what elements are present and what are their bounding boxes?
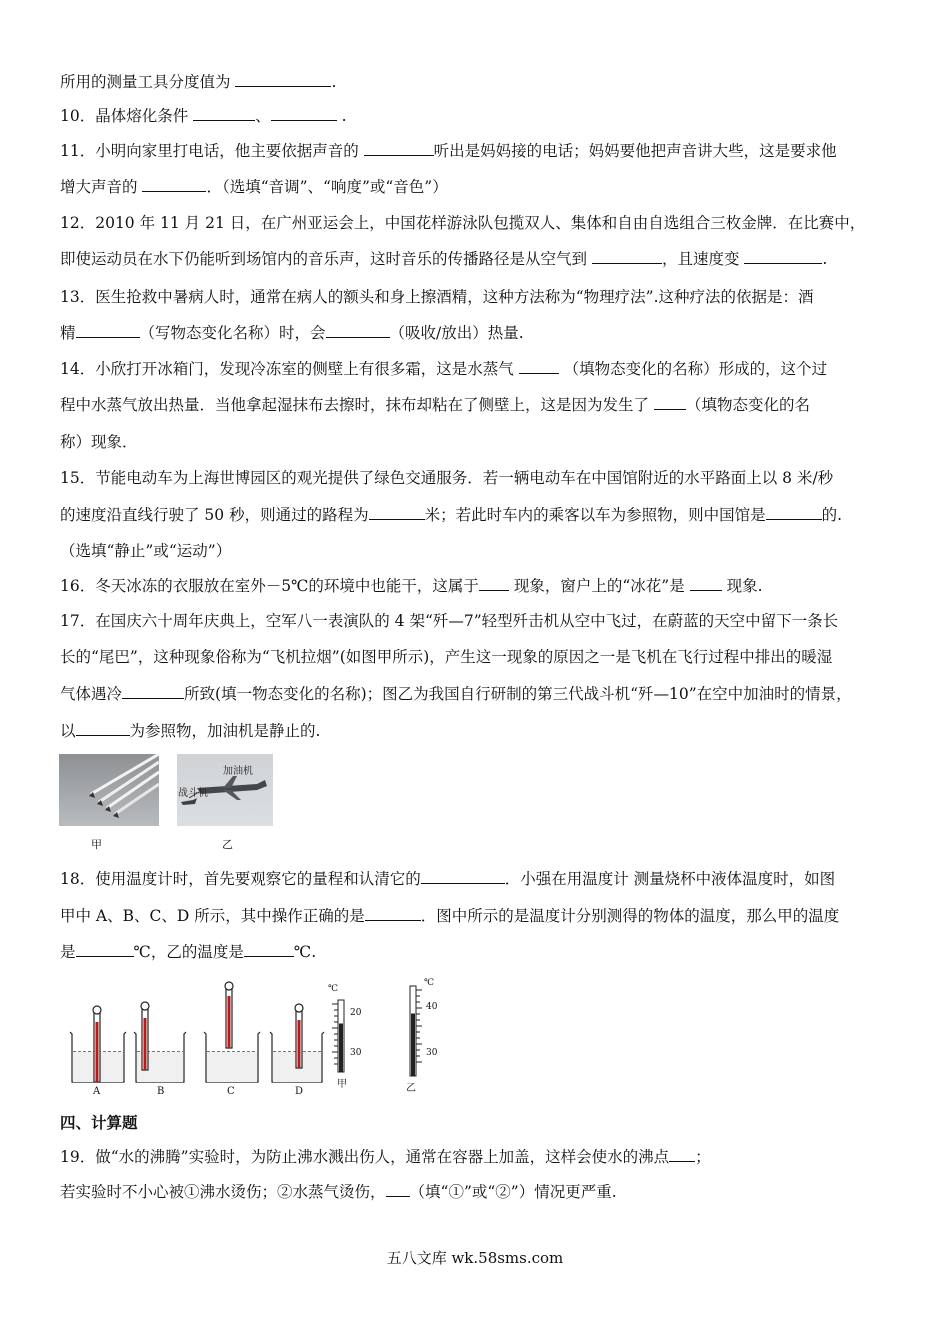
answer-blank[interactable] (479, 576, 509, 591)
beaker-c (204, 982, 260, 1082)
figure-caption-yi: 乙 (222, 838, 233, 851)
answer-blank[interactable] (76, 323, 140, 338)
answer-blank[interactable] (235, 72, 331, 87)
jia-label: 甲 (337, 1079, 347, 1090)
answer-blank[interactable] (364, 141, 434, 156)
line-q17-d: 以 为参照物，加油机是静止的. (60, 722, 321, 740)
aerial-refueling-photo (177, 754, 273, 826)
yi-unit: ℃ (424, 978, 435, 988)
line-q14-c: 称）现象． (60, 433, 138, 451)
thermometer-figure (60, 978, 460, 1098)
jet-label: 战斗机 (178, 788, 208, 799)
line-q9-tail: 所用的测量工具分度值为 . (60, 73, 337, 91)
beaker-label-b: B (157, 1086, 165, 1097)
line-q18-a: 18．使用温度计时，首先要观察它的量程和认清它的 ．小强在用温度计 测量烧杯中液体温度时，如图 (60, 870, 836, 888)
jet-formation-photo (59, 754, 159, 826)
answer-blank[interactable] (592, 249, 662, 264)
line-q14-b: 程中水蒸气放出热量．当他拿起湿抹布去擦时，抹布却粘在了侧壁上，这是因为发生了 （填物态变化的名 (60, 396, 810, 414)
answer-blank[interactable] (326, 323, 390, 338)
jia-tick-30: 30 (350, 1048, 362, 1058)
answer-blank[interactable] (365, 906, 421, 921)
line-q19-a: 19．做“水的沸腾”实验时，为防止沸水溅出伤人，通常在容器上加盖，这样会使水的沸点 ； (60, 1148, 711, 1166)
section-heading: 四、计算题 (60, 1113, 138, 1132)
answer-blank[interactable] (386, 1182, 410, 1197)
beaker-b (134, 1002, 186, 1082)
line-q17-a: 17．在国庆六十周年庆典上，空军八一表演队的 4 架“歼—7”轻型歼击机从空中飞过，在蔚蓝的天空中留下一条长 (60, 612, 839, 630)
thermometer-jia (332, 1000, 344, 1072)
yi-tick-30: 30 (426, 1048, 438, 1058)
answer-blank[interactable] (122, 684, 184, 699)
tanker-label: 加油机 (223, 766, 253, 777)
line-q17-b: 长的“尾巴”，这种现象俗称为“飞机拉烟”(如图甲所示)，产生这一现象的原因之一是飞机在飞行过程中排出的暖湿 (60, 648, 833, 666)
beaker-label-a: A (93, 1086, 101, 1097)
answer-blank[interactable] (76, 942, 134, 957)
line-q13-b: 精 （写物态变化名称）时，会 （吸收/放出）热量. (60, 324, 524, 342)
answer-blank[interactable] (369, 505, 425, 520)
figure-caption-jia: 甲 (91, 838, 102, 851)
line-q12-a: 12．2010 年 11 月 21 日，在广州亚运会上，中国花样游泳队包揽双人、集体和自由自选组合三枚金牌．在比赛中， (60, 214, 866, 232)
line-q11-b: 增大声音的 ．（选填“音调”、“响度”或“音色”） (60, 178, 448, 196)
line-q12-b: 即使运动员在水下仍能听到场馆内的音乐声，这时音乐的传播路径是从空气到 ，且速度变 . (60, 250, 828, 268)
page-footer: 五八文库 wk.58sms.com (386, 1249, 564, 1267)
answer-blank[interactable] (193, 106, 255, 121)
line-q17-c: 气体遇冷 所致(填一物态变化的名称)；图乙为我国自行研制的第三代战斗机“歼—10”在空中加油时的情景， (60, 685, 852, 703)
answer-blank[interactable] (271, 106, 337, 121)
thermometer-yi (410, 986, 422, 1076)
line-q15-b: 的速度沿直线行驶了 50 秒，则通过的路程为 米；若此时车内的乘客以车为参照物，则中国馆是 的. (60, 506, 843, 524)
answer-blank[interactable] (244, 942, 294, 957)
line-q13-a: 13．医生抢救中暑病人时，通常在病人的额头和身上擦酒精，这种方法称为“物理疗法”.这种疗法的依据是：酒 (60, 288, 814, 306)
line-q15-c: （选填“静止”或“运动”） (60, 542, 232, 560)
line-q19-b: 若实验时不小心被①沸水烫伤；②水蒸气烫伤， （填“①”或“②”）情况更严重. (60, 1183, 617, 1201)
line-q11-a: 11．小明向家里打电话，他主要依据声音的 听出是妈妈接的电话；妈妈要他把声音讲大些，这是要求他 (60, 142, 837, 160)
line-q10: 10．晶体熔化条件 、 . (60, 107, 347, 125)
line-q18-b: 甲中 A、B、C、D 所示，其中操作正确的是 ．图中所示的是温度计分别测得的物体的温度，那么甲的温度 (60, 907, 840, 925)
answer-blank[interactable] (76, 721, 130, 736)
line-q15-a: 15．节能电动车为上海世博园区的观光提供了绿色交通服务．若一辆电动车在中国馆附近的水平路面上以 8 米/秒 (60, 469, 834, 487)
answer-blank[interactable] (669, 1147, 695, 1162)
line-q18-c: 是 ℃，乙的温度是 ℃. (60, 943, 317, 961)
yi-tick-40: 40 (426, 1002, 438, 1012)
jia-tick-20: 20 (350, 1008, 362, 1018)
beaker-a (70, 1006, 126, 1082)
answer-blank[interactable] (766, 505, 822, 520)
answer-blank[interactable] (421, 869, 505, 884)
beaker-label-d: D (295, 1086, 304, 1097)
answer-blank[interactable] (654, 395, 686, 410)
line-q16: 16．冬天冰冻的衣服放在室外－5℃的环境中也能干，这属于 现象，窗户上的“冰花”是 现象. (60, 577, 763, 595)
beaker-label-c: C (227, 1086, 235, 1097)
answer-blank[interactable] (142, 177, 206, 192)
answer-blank[interactable] (744, 249, 822, 264)
yi-label: 乙 (406, 1083, 416, 1094)
answer-blank[interactable] (690, 576, 722, 591)
beaker-d (270, 1004, 324, 1082)
jia-unit: ℃ (328, 984, 339, 994)
line-q14-a: 14．小欣打开冰箱门，发现冷冻室的侧壁上有很多霜，这是水蒸气 （填物态变化的名称）形成的，这个过 (60, 360, 828, 378)
answer-blank[interactable] (519, 359, 559, 374)
